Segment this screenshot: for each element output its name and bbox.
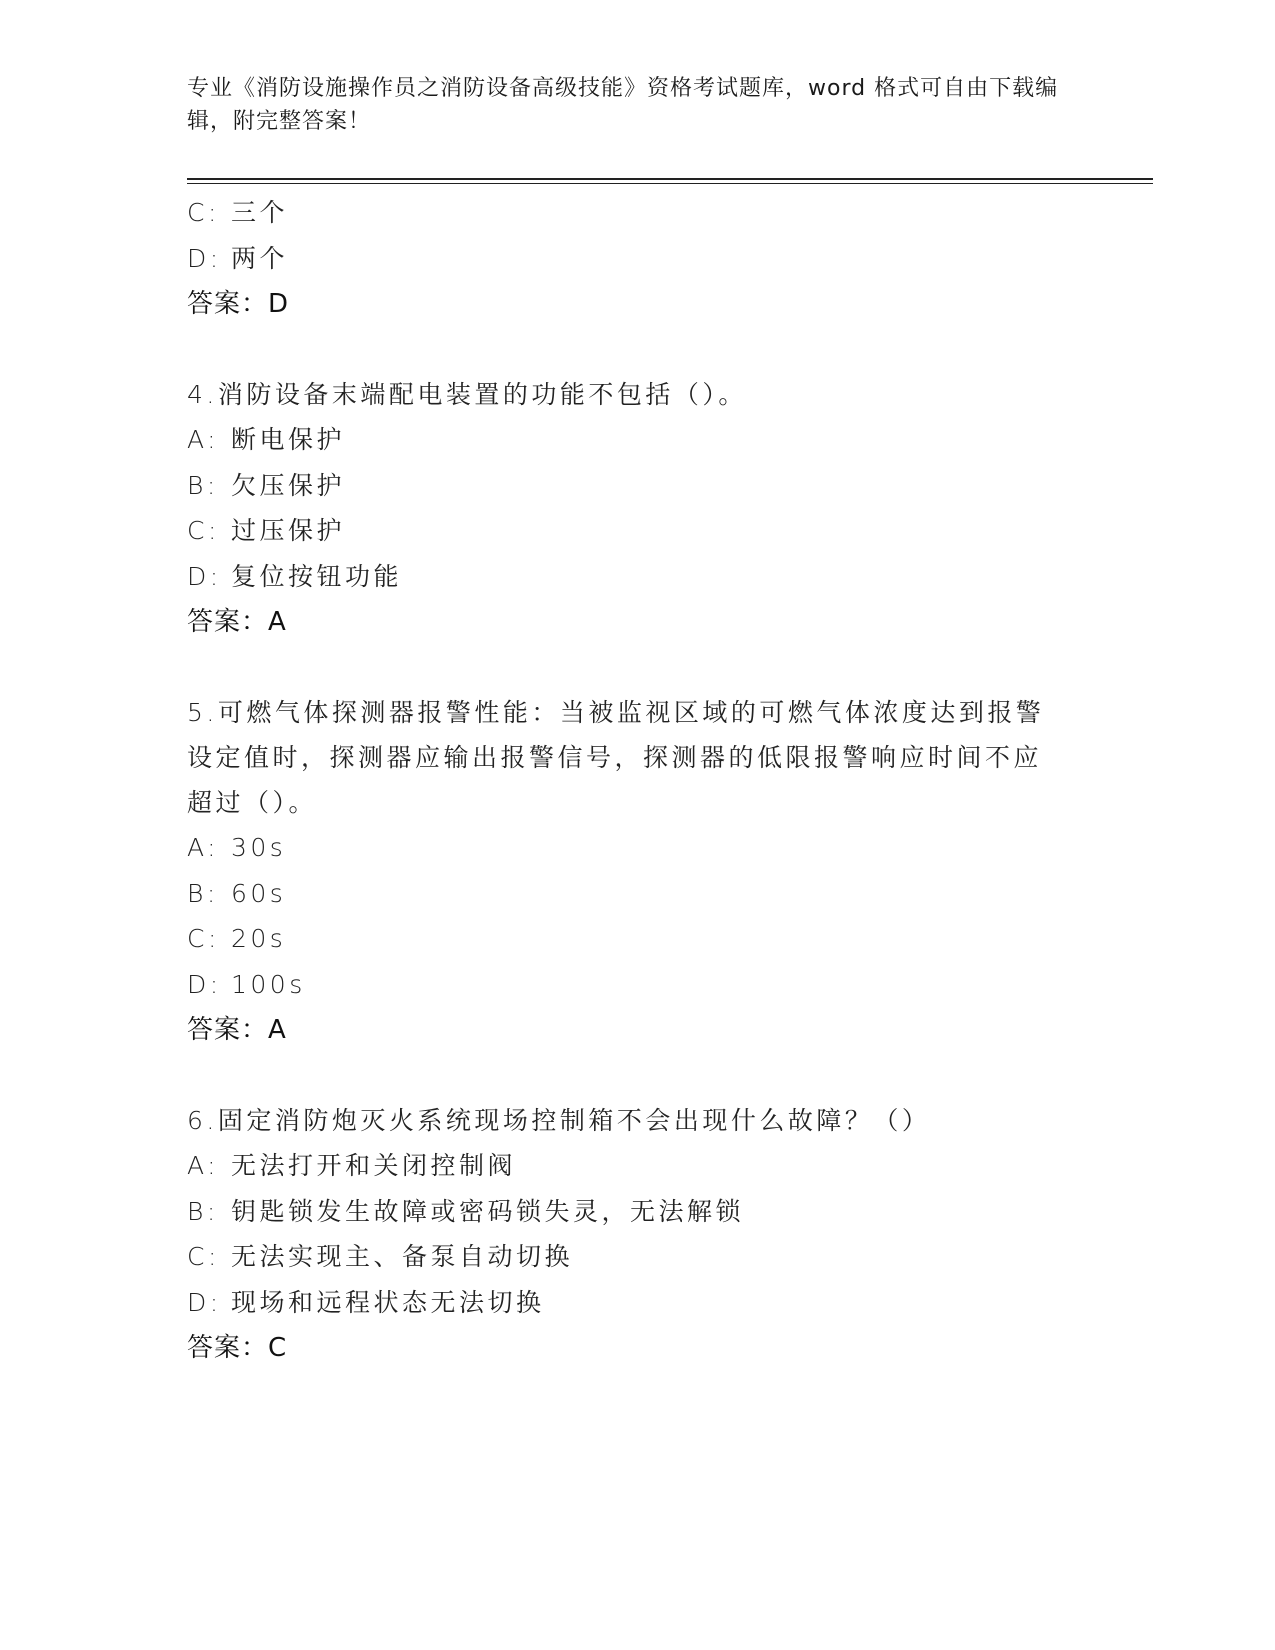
header-divider-thin	[187, 183, 1153, 184]
option-c	[187, 916, 1067, 962]
option-d	[187, 1280, 1067, 1326]
option-text: 欠压保护	[231, 470, 346, 500]
header-divider-thick	[187, 178, 1153, 180]
option-letter: D:	[187, 969, 222, 999]
option-text: 断电保护	[231, 425, 346, 454]
option-d	[187, 962, 1067, 1008]
option-b	[187, 871, 1067, 917]
option-a	[187, 825, 1067, 871]
option-letter: B:	[187, 878, 219, 908]
question-text: 5.可燃气体探测器报警性能：当被监视区域的可燃气体浓度达到报警设定值时，探测器应输出报警信号，探测器的低限报警响应时间不应超过（）。	[187, 698, 1045, 817]
spacer	[187, 327, 1067, 372]
option-letter: B:	[187, 470, 219, 500]
option-text: 现场和远程状态无法切换	[231, 1287, 545, 1317]
option-text: 过压保护	[231, 516, 346, 545]
option-letter: D:	[187, 561, 222, 591]
option-letter: D:	[187, 1287, 222, 1317]
option-c	[187, 508, 1067, 554]
option-b	[187, 1189, 1067, 1235]
option-b	[187, 463, 1067, 509]
spacer	[187, 1053, 1067, 1098]
option-a	[187, 1143, 1067, 1189]
option-d	[187, 236, 1067, 282]
option-text: 复位按钮功能	[231, 561, 403, 591]
question-list	[187, 190, 1067, 1371]
option-letter: C:	[187, 516, 220, 545]
option-letter: C:	[187, 924, 220, 953]
option-letter: A:	[187, 425, 220, 454]
option-text: 60s	[231, 878, 287, 908]
answer-line: 答案：C	[187, 1333, 288, 1363]
answer-line: 答案：D	[187, 289, 290, 319]
option-text: 30s	[231, 833, 287, 862]
option-letter: A:	[187, 1151, 220, 1180]
option-text: 三个	[231, 198, 289, 227]
answer-line: 答案：A	[187, 1015, 287, 1045]
option-c	[187, 190, 1067, 236]
option-letter: D:	[187, 243, 222, 273]
question-text: 6.固定消防炮灭火系统现场控制箱不会出现什么故障？（）	[187, 1106, 931, 1135]
option-text: 钥匙锁发生故障或密码锁失灵，无法解锁	[231, 1196, 745, 1226]
option-letter: B:	[187, 1196, 219, 1226]
answer-line: 答案：A	[187, 607, 287, 637]
spacer	[187, 645, 1067, 690]
option-letter: C:	[187, 1242, 220, 1271]
document-header-note: 专业《消防设施操作员之消防设备高级技能》资格考试题库，word 格式可自由下载编辑，附完整答案！	[187, 76, 1059, 134]
option-d	[187, 554, 1067, 600]
option-letter: A:	[187, 833, 220, 862]
option-c	[187, 1234, 1067, 1280]
option-text: 无法打开和关闭控制阀	[231, 1151, 517, 1180]
option-a	[187, 417, 1067, 463]
option-text: 两个	[231, 243, 289, 273]
question-text: 4.消防设备末端配电装置的功能不包括（）。	[187, 380, 747, 409]
option-text: 100s	[231, 969, 306, 999]
option-text: 20s	[231, 924, 287, 953]
option-text: 无法实现主、备泵自动切换	[231, 1242, 574, 1271]
option-letter: C:	[187, 198, 220, 227]
